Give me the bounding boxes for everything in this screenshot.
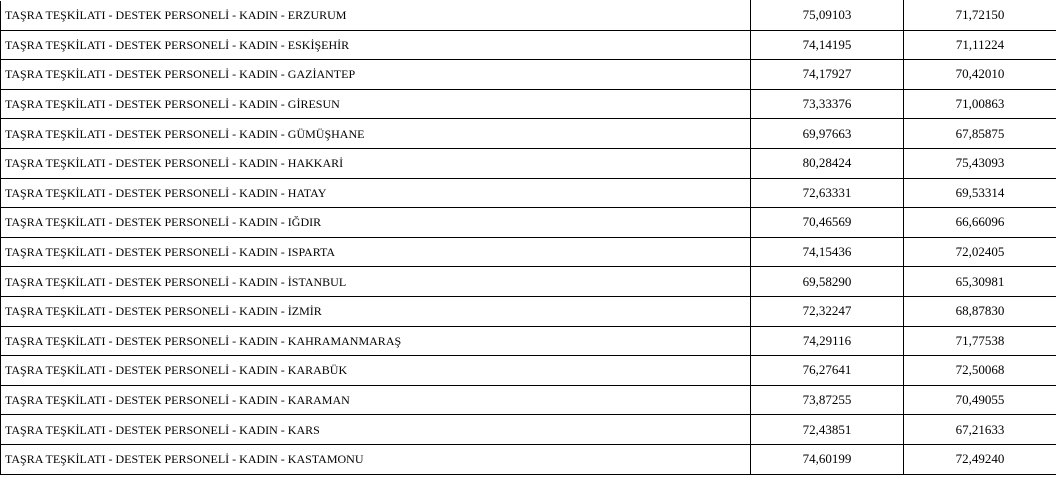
row-title-cell: TAŞRA TEŞKİLATI - DESTEK PERSONELİ - KADIN - IĞDIR (1, 208, 751, 238)
table-row (1, 148, 1056, 178)
score-cell: 66,66096 (904, 208, 1056, 238)
score-cell: 69,53314 (904, 178, 1056, 208)
score-cell: 72,02405 (904, 237, 1056, 267)
table-row (1, 237, 1056, 267)
score-cell: 67,21633 (904, 415, 1056, 445)
score-cell: 71,72150 (904, 1, 1056, 31)
table-row (1, 208, 1056, 238)
score-cell: 76,27641 (751, 356, 904, 386)
score-cell: 72,43851 (751, 415, 904, 445)
score-cell: 70,42010 (904, 60, 1056, 90)
score-cell: 72,32247 (751, 296, 904, 326)
score-cell: 71,00863 (904, 89, 1056, 119)
score-cell: 72,63331 (751, 178, 904, 208)
score-cell: 69,58290 (751, 267, 904, 297)
score-cell: 73,33376 (751, 89, 904, 119)
score-cell: 75,09103 (751, 1, 904, 31)
score-cell: 71,77538 (904, 326, 1056, 356)
score-cell: 74,15436 (751, 237, 904, 267)
row-title-cell: TAŞRA TEŞKİLATI - DESTEK PERSONELİ - KADIN - KARS (1, 415, 751, 445)
score-cell: 70,46569 (751, 208, 904, 238)
row-title-cell: TAŞRA TEŞKİLATI - DESTEK PERSONELİ - KADIN - ERZURUM (1, 1, 751, 31)
score-cell: 69,97663 (751, 119, 904, 149)
row-title-cell: TAŞRA TEŞKİLATI - DESTEK PERSONELİ - KADIN - İSTANBUL (1, 267, 751, 297)
table-row (1, 267, 1056, 297)
table-row (1, 178, 1056, 208)
row-title-cell: TAŞRA TEŞKİLATI - DESTEK PERSONELİ - KADIN - GAZİANTEP (1, 60, 751, 90)
table-row (1, 60, 1056, 90)
row-title-cell: TAŞRA TEŞKİLATI - DESTEK PERSONELİ - KADIN - HAKKARİ (1, 148, 751, 178)
score-cell: 72,50068 (904, 356, 1056, 386)
table-row (1, 89, 1056, 119)
table-row (1, 415, 1056, 445)
row-title-cell: TAŞRA TEŞKİLATI - DESTEK PERSONELİ - KADIN - ESKİŞEHİR (1, 30, 751, 60)
score-cell: 74,60199 (751, 444, 904, 474)
score-cell: 71,11224 (904, 30, 1056, 60)
score-cell: 80,28424 (751, 148, 904, 178)
score-cell: 70,49055 (904, 385, 1056, 415)
row-title-cell: TAŞRA TEŞKİLATI - DESTEK PERSONELİ - KADIN - GİRESUN (1, 89, 751, 119)
table-row (1, 444, 1056, 474)
row-title-cell: TAŞRA TEŞKİLATI - DESTEK PERSONELİ - KADIN - KARABÜK (1, 356, 751, 386)
row-title-cell: TAŞRA TEŞKİLATI - DESTEK PERSONELİ - KADIN - KAHRAMANMARAŞ (1, 326, 751, 356)
score-cell: 74,17927 (751, 60, 904, 90)
row-title-cell: TAŞRA TEŞKİLATI - DESTEK PERSONELİ - KADIN - HATAY (1, 178, 751, 208)
results-table-body (1, 1, 1056, 475)
table-row (1, 1, 1056, 31)
table-row (1, 296, 1056, 326)
table-row (1, 119, 1056, 149)
table-row (1, 356, 1056, 386)
row-title-cell: TAŞRA TEŞKİLATI - DESTEK PERSONELİ - KADIN - KASTAMONU (1, 444, 751, 474)
row-title-cell: TAŞRA TEŞKİLATI - DESTEK PERSONELİ - KADIN - KARAMAN (1, 385, 751, 415)
score-cell: 73,87255 (751, 385, 904, 415)
score-cell: 65,30981 (904, 267, 1056, 297)
row-title-cell: TAŞRA TEŞKİLATI - DESTEK PERSONELİ - KADIN - ISPARTA (1, 237, 751, 267)
score-cell: 67,85875 (904, 119, 1056, 149)
table-row (1, 30, 1056, 60)
score-cell: 74,14195 (751, 30, 904, 60)
table-row (1, 326, 1056, 356)
score-cell: 75,43093 (904, 148, 1056, 178)
score-cell: 68,87830 (904, 296, 1056, 326)
score-cell: 74,29116 (751, 326, 904, 356)
row-title-cell: TAŞRA TEŞKİLATI - DESTEK PERSONELİ - KADIN - GÜMÜŞHANE (1, 119, 751, 149)
score-cell: 72,49240 (904, 444, 1056, 474)
table-row (1, 385, 1056, 415)
row-title-cell: TAŞRA TEŞKİLATI - DESTEK PERSONELİ - KADIN - İZMİR (1, 296, 751, 326)
